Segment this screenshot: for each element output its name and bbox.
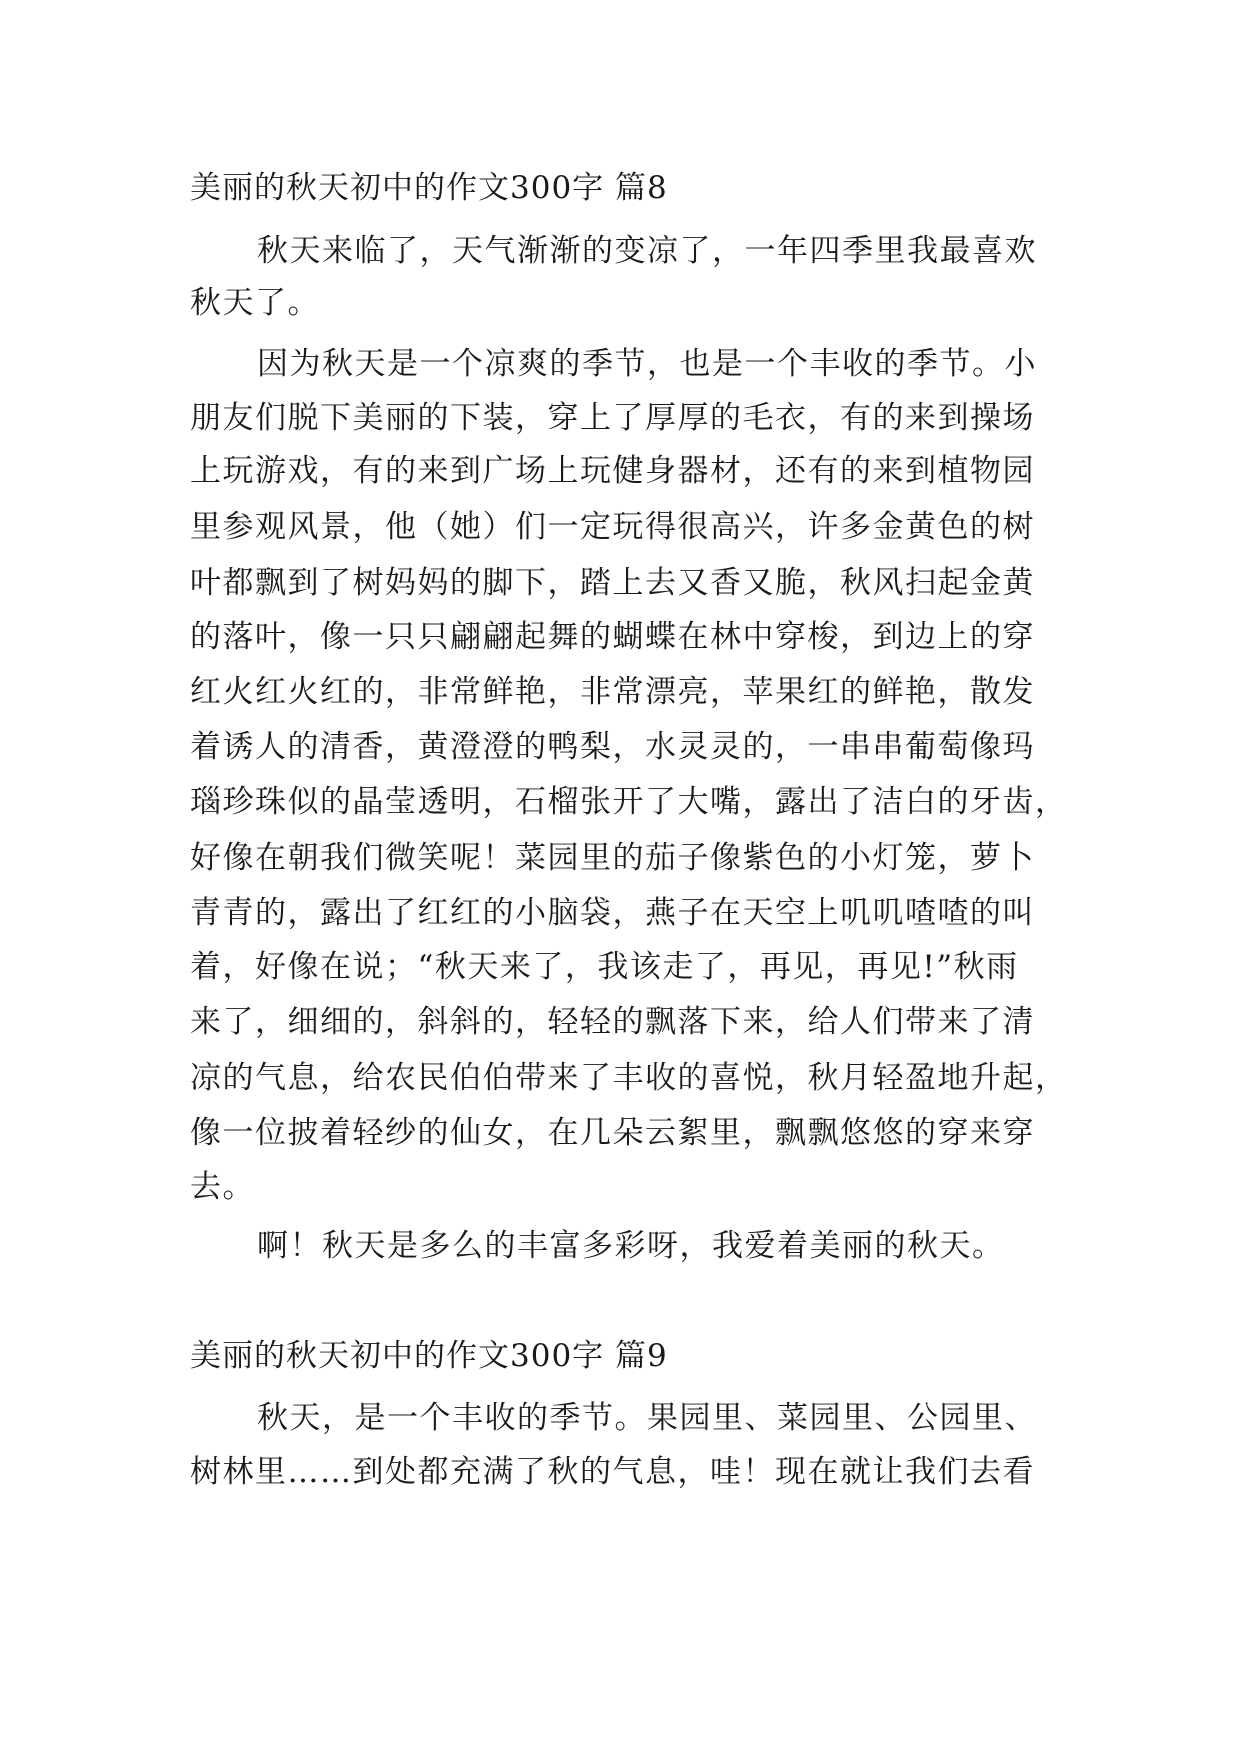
section-heading: 美丽的秋天初中的作文300字 篇9 [190,1338,668,1374]
paragraph-line: 秋天，是一个丰收的季节。果园里、菜园里、公园里、 [257,1400,1037,1436]
paragraph-line: 树林里……到处都充满了秋的气息，哇！现在就让我们去看 [190,1454,1035,1490]
paragraph-line: 瑙珍珠似的晶莹透明，石榴张开了大嘴，露出了洁白的牙齿， [190,784,1068,820]
paragraph-line: 因为秋天是一个凉爽的季节，也是一个丰收的季节。小 [257,346,1037,382]
paragraph-line: 秋天了。 [190,285,320,321]
paragraph-line: 凉的气息，给农民伯伯带来了丰收的喜悦，秋月轻盈地升起， [190,1060,1068,1096]
paragraph-line: 好像在朝我们微笑呢！菜园里的茄子像紫色的小灯笼，萝卜 [190,840,1035,876]
paragraph-line: 来了，细细的，斜斜的，轻轻的飘落下来，给人们带来了清 [190,1004,1035,1040]
paragraph-line: 青青的，露出了红红的小脑袋，燕子在天空上叽叽喳喳的叫 [190,895,1035,931]
paragraph-line: 红火红火红的，非常鲜艳，非常漂亮，苹果红的鲜艳，散发 [190,674,1035,710]
paragraph-line: 着，好像在说；“秋天来了，我该走了，再见，再见!”秋雨 [190,949,1019,985]
paragraph-line: 朋友们脱下美丽的下装，穿上了厚厚的毛衣，有的来到操场 [190,400,1035,436]
paragraph-line: 像一位披着轻纱的仙女，在几朵云絮里，飘飘悠悠的穿来穿 [190,1115,1035,1151]
paragraph-line: 去。 [190,1169,255,1205]
paragraph-line: 叶都飘到了树妈妈的脚下，踏上去又香又脆，秋风扫起金黄 [190,565,1035,601]
paragraph-line: 啊！秋天是多么的丰富多彩呀，我爱着美丽的秋天。 [257,1228,1005,1264]
paragraph-line: 着诱人的清香，黄澄澄的鸭梨，水灵灵的，一串串葡萄像玛 [190,729,1035,765]
paragraph-line: 秋天来临了，天气渐渐的变凉了，一年四季里我最喜欢 [257,233,1037,269]
paragraph-line: 上玩游戏，有的来到广场上玩健身器材，还有的来到植物园 [190,453,1035,489]
section-heading: 美丽的秋天初中的作文300字 篇8 [190,170,668,206]
paragraph-line: 里参观风景，他（她）们一定玩得很高兴，许多金黄色的树 [190,509,1035,545]
paragraph-line: 的落叶，像一只只翩翩起舞的蝴蝶在林中穿梭，到边上的穿 [190,619,1035,655]
